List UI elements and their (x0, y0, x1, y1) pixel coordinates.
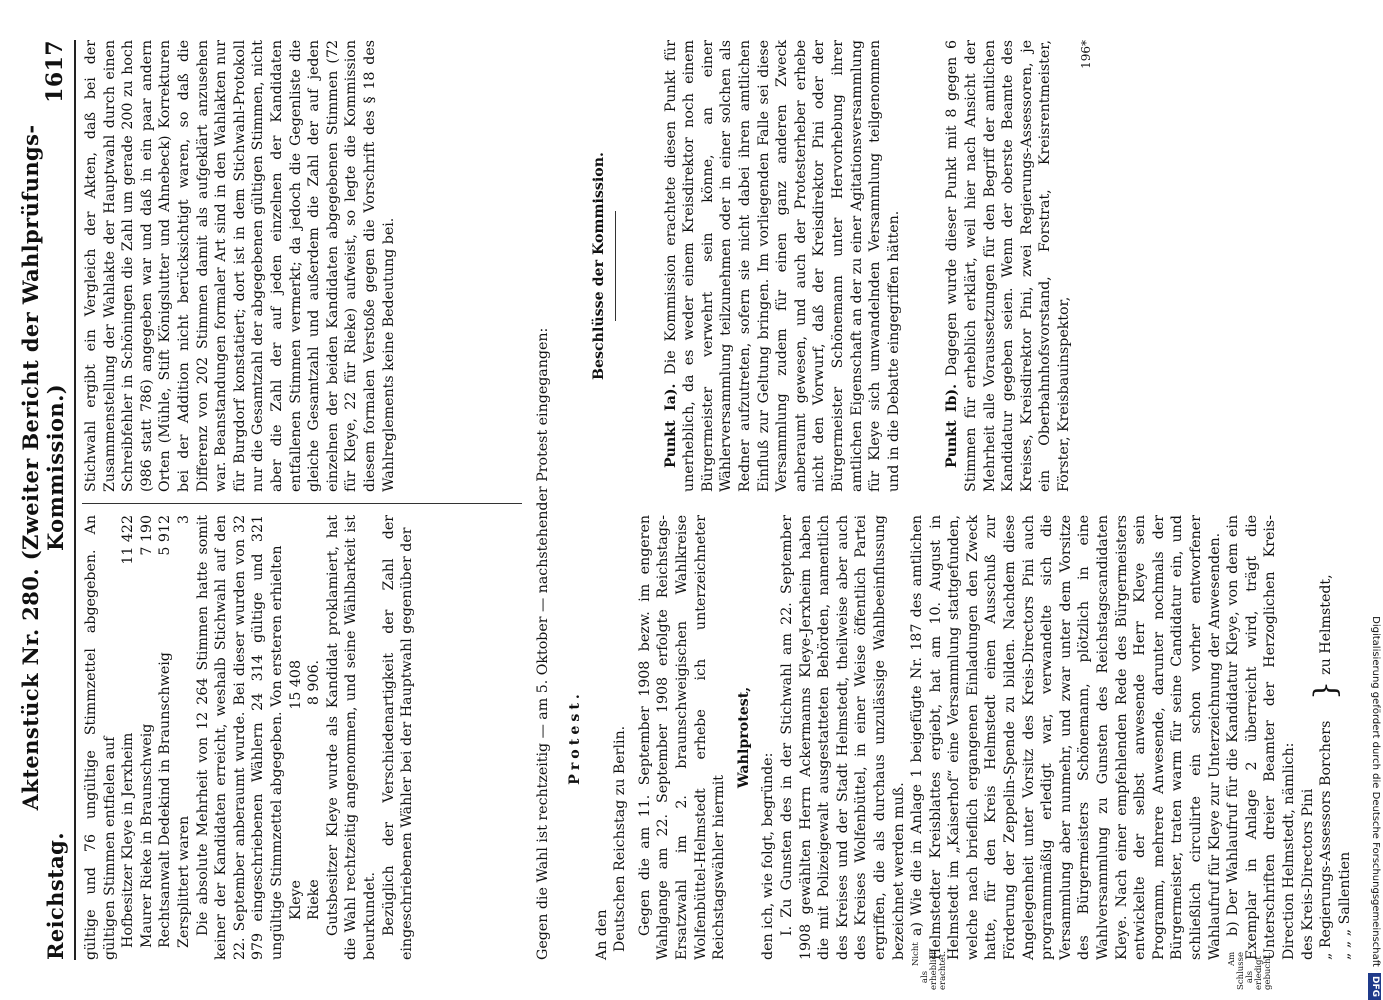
point-1a-paragraph (662, 40, 904, 492)
address-line-2: Deutschen Reichstag zu Berlin. (612, 725, 629, 952)
page-header (18, 40, 68, 960)
protest-body: Gegen die am 11. September 1908 bezw. im engeren Wahlgange am 22. September 1908 erfolgte Reichstags-Ersatzwahl im 2. braunschweigischen Wahlkreise Wolfenbüttel-Helmstedt erhebe ich unterzeichneter Reichstagswähler hiermit (636, 515, 728, 960)
credit-text: Digitalisierung gefördert durch die Deutsche Forschungsgemeinschaft (1370, 616, 1381, 967)
reason-intro: den ich, wie folgt, begründe: (760, 752, 777, 960)
candidate-votes: 5 912 (157, 515, 174, 556)
candidate-votes: 3 (175, 515, 192, 525)
candidate-name: Hofbesitzer Kleye in Jerxheim (120, 732, 137, 948)
left-column (82, 515, 417, 960)
point-1b-text: Dagegen wurde dieser Punkt mit 8 gegen 6 Stimmen für erheblich erklärt, weil hier nach Ansicht der Mehrheit alle Voraussetzungen für den Begriff der amtlichen Kandidatur gegeben seien. Wenn der oberste Beamte des Kreises, Kreisdirektor Pini, zwei Regierungs-Assessoren, je ein Oberbahnhofsvorstand, Forstrat, Kreisrentmeister, Förster, Kreisbauinspektor, (944, 40, 1072, 492)
commission-column (590, 40, 1096, 492)
document-sheet (18, 39, 1353, 990)
credit-strip (1367, 0, 1383, 1000)
runoff-row (287, 660, 306, 920)
signer-row (1336, 700, 1355, 960)
commission-title: Beschlüsse der Kommission. (591, 152, 607, 380)
point-a-text: a) Wie die in Anlage 1 beigefügte Nr. 187 des amtlichen Helmstedter Kreisblattes ergiebt, hat am 10. August in Helmstedt im „Kaiserhof“ eine Versammlung stattgefunden, welche nach brieflich ergangenen Einladungen den Zweck hatte, für den Kreis Helmstedt einen Ausschuß zur Förderung der Zeppelin-Spende zu bilden. Nachdem diese Angelegenheit unter Vorsitz des Kreis-Directors Pini auch programmmäßig erledigt war, verwandelte sich die Versammlung aber nunmehr, und zwar unter dem Vorsitze des Bürgermeisters Schönemann, plötzlich in eine Wahlversammlung zu Gunsten des Reichstagscandidaten Kleye. Nach einer empfehlenden Rede des Bürgermeisters entwickelte der selbst anwesende Herr Kleye sein Programm, mehrere Anwesende, darunter nochmals der Bürgermeister, traten warm für seine Candidatur ein, und schließlich circulirte ein schon vorher entworfener Wahlaufruf für Kleye zur Unterzeichnung der Anwesenden. (909, 515, 1223, 960)
candidate-row (175, 515, 194, 948)
candidate-row (138, 515, 157, 948)
credit-line (1367, 0, 1383, 1000)
candidate-name: Rechtsanwalt Dedekind in Braunschweig (157, 652, 174, 948)
right-column (82, 40, 398, 492)
point-one: I. Zu Gunsten des in der Stichwahl am 22. September 1908 gewählten Herrn Ackermanns Kleye-Jerxheim haben die mit Polizeigewalt ausgestatteten Behörden, namentlich des Kreises und der Stadt Helmstedt, theilweise aber auch des Kreises Wolfenbüttel, in einer Weise öffentlich Partei ergriffen, die als durchaus unzulässige Wahlbeeinflussung bezeichnet werden muß. (778, 515, 907, 960)
runoff-name: Rieke (306, 879, 323, 920)
absolute-majority-paragraph: Die absolute Mehrheit von 12 264 Stimmen hatte somit keiner der Kandidaten erreicht, weshalb Stichwahl auf den 22. September anberaumt wurde. Bei dieser wurden von 32 979 eingeschriebenen Wählern 24 314 gültige und 321 ungültige Stimmzettel abgegeben. Von ersteren erhielten (194, 515, 285, 960)
candidate-votes: 7 190 (138, 515, 155, 556)
page-number: 1617 (42, 40, 68, 103)
protest-subtitle: Wahlprotest, (735, 686, 752, 789)
brace-icon: } (1308, 680, 1344, 700)
header-left: Reichstag. (43, 832, 68, 960)
runoff-comparison-paragraph: Stichwahl ergibt ein Vergleich der Akten, daß bei der Zusammenstellung der Wahlakte der Hauptwahl durch einen Schreibfehler in Schöningen die Zahl um gerade 200 zu hoch (986 statt 786) angegeben war und daß in ein paar andern Orten (Mühle, Stift Königslutter und Ahnebeck) Korrekturen bei der Addition nicht berücksichtigt waren, so daß die Differenz von 202 Stimmen damit als aufgeklärt anzusehen war. Beanstandungen formaler Art sind in den Wahlakten nur für Burgdorf konstatiert; dort ist in dem Stichwahl-Protokoll nur die Gesamtzahl der abgegebenen gültigen Stimmen, nicht aber die Zahl der auf jeden einzelnen der Kandidaten entfallenen Stimmen vermerkt; da jedoch die Gegenliste die gleiche Gesamtzahl und außerdem die Zahl der auf jeden einzelnen der beiden Kandidaten abgegebenen Stimmen (72 für Kleye, 22 für Rieke) aufweist, so legte die Kommission diesem formalen Verstoße gegen die Vorschrift des § 18 des Wahlreglements keine Bedeutung bei. (83, 40, 397, 492)
column-divider (82, 503, 522, 504)
header-title: Aktenstück Nr. 280. (Zweiter Bericht der Wahlprüfungs-Kommission.) (18, 124, 68, 811)
signer-name: „ „ Sallentien (1336, 851, 1353, 949)
address-line-1: An den (593, 909, 610, 960)
runoff-votes: 8 906. (306, 660, 323, 706)
signer-list (1299, 700, 1355, 960)
signer-name: Kreis-Directors Pini (1299, 788, 1316, 931)
margin-note-b: Am Schlusse als erledigt gebucht. (1227, 951, 1274, 990)
candidate-row (156, 515, 175, 948)
point-1a-text: Die Kommission erachtete diesen Punkt für unerheblich, da es weder einem Kreisdirektor noch einem Bürgermeister verwehrt sein könne, an einer Wählerversammlung teilzunehmen oder in einer solchen als Redner aufzutreten, sofern sie nicht dabei ihren amtlichen Einfluß zur Geltung bringen. Im vorliegenden Falle sei diese Versammlung zudem für einen ganz anderen Zweck anberaumt gewesen, und auch der Protesterheber erhebe nicht den Vorwurf, daß der Kreisdirektor Pini oder der Bürgermeister Schönemann unter Hervorhebung ihrer amtlichen Eigenschaft an der zu einer Agitationsversammlung für Kleye sich umwandelnden Versammlung teilgenommen und in die Debatte eingegriffen hätten. (662, 39, 902, 492)
point-a (908, 515, 1224, 990)
difference-paragraph: Bezüglich der Verschiedenartigkeit der Zahl der eingeschriebenen Wähler bei der Hauptwahl gegenüber der (380, 515, 416, 960)
sheet-mark: 196* (1079, 40, 1094, 69)
point-1b-paragraph (943, 40, 1073, 492)
runoff-row (305, 660, 324, 920)
protest-line-text: Gegen die Wahl ist rechtzeitig — am 5. Oktober — nachstehender Protest eingegangen: (535, 327, 551, 960)
signer-prefix: „ (1318, 952, 1335, 960)
candidate-row (119, 515, 138, 948)
candidate-name: Maurer Rieke in Braunschweig (138, 723, 155, 948)
runoff-votes: 15 408 (287, 660, 304, 710)
protest-title: Protest. (567, 690, 583, 785)
title-rule (615, 211, 616, 321)
point-b (1224, 515, 1298, 990)
header-rule (74, 40, 76, 960)
candidate-list (119, 515, 193, 960)
protest-column (566, 515, 1354, 990)
candidate-name: Zersplittert waren (175, 815, 192, 948)
signer-prefix: des (1299, 935, 1316, 960)
proclamation-paragraph: Gutsbesitzer Kleye wurde als Kandidat proklamiert, hat die Wahl rechtzeitig angenommen, und seine Wählbarkeit ist beurkundet. (324, 515, 378, 960)
signer-row (1317, 700, 1336, 960)
protest-line (534, 40, 553, 960)
runoff-name: Kleye (287, 880, 304, 920)
runoff-list (287, 660, 324, 960)
point-1a-label: Punkt Ia). (662, 383, 679, 468)
signer-row (1299, 700, 1318, 960)
margin-note-a: Nicht als erheblich erachtet. (911, 942, 949, 990)
signer-block (1299, 515, 1355, 960)
dfg-logo: DFG (1369, 973, 1382, 1000)
signers-place: zu Helmstedt, (1318, 574, 1335, 675)
intro-text: gültige und 76 ungültige Stimmzettel abgegeben. An gültigen Stimmen entfielen auf (83, 515, 118, 960)
point-b-text: b) Der Wahlaufruf für die Kandidatur Kleye, von dem ein Exemplar in Anlage 2 überreicht wird, trägt die Unterschriften dreier Beamter der Herzoglichen Kreis-Direction Helmstedt, nämlich: (1225, 515, 1297, 960)
candidate-votes: 11 422 (120, 515, 137, 565)
signer-prefix: „ (1336, 952, 1353, 960)
signer-name: Regierungs-Assessors Borchers (1318, 720, 1335, 949)
point-1b-label: Punkt Ib). (944, 383, 961, 468)
